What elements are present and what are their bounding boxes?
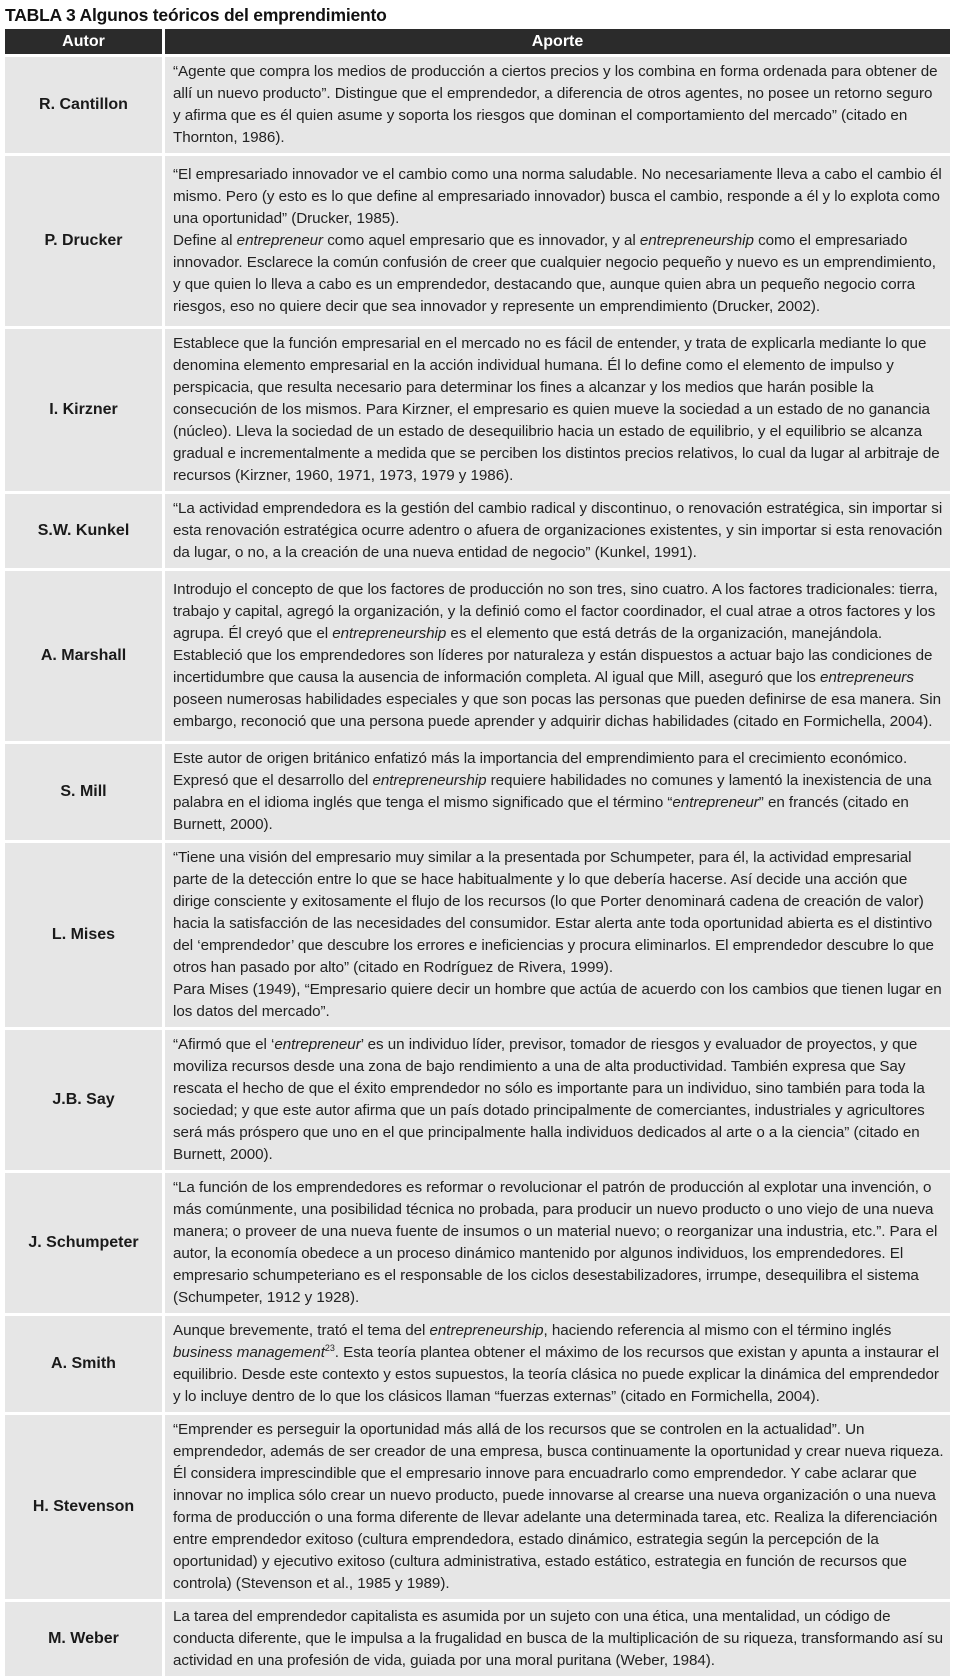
text-segment: “Agente que compra los medios de producción a ciertos precios y los combina en forma ordenada para obtener de allí un nuevo producto”. Distingue que el emprendedor, a diferencia de otros agentes, no posee un retorno seguro y afirma que es él quien asume y soporta los riesgos que dominan el comportamiento del mercado” (citado en Thornton, 1986). <box>173 63 938 146</box>
italic-term: business management <box>173 1344 325 1361</box>
text-segment: La tarea del emprendedor capitalista es asumida por un sujeto con una ética, una mentalidad, un código de conducta diferente, que le impulsa a la frugalidad en busca de la multiplicación de su riqueza, transformando así su actividad en una profesión de vida, guiada por una moral puritana (Weber, 1984). <box>173 1608 944 1669</box>
text-segment: como aquel empresario que es innovador, y al <box>323 232 640 249</box>
contribution-cell <box>165 57 950 153</box>
author-cell: P. Drucker <box>5 156 165 326</box>
text-segment: como el empresariado innovador. Esclarece la común confusión de creer que cualquier negocio pequeño y nuevo es un emprendimiento, y que quien lo lleva a cabo es un emprendedor, destacando que, aunque quien abra un pequeño negocio corra riesgos, eso no quiere decir que sea innovador y represente un emprendimiento (Drucker, 2002). <box>173 232 936 315</box>
contribution-paragraph <box>173 498 944 564</box>
author-cell: R. Cantillon <box>5 57 165 153</box>
table-row <box>5 1173 950 1313</box>
column-header-contribution: Aporte <box>165 29 950 54</box>
text-segment: “Emprender es perseguir la oportunidad más allá de los recursos que se controlen en la actualidad”. Un emprendedor, además de ser creador de una empresa, busca continuamente la oportunidad y crear nueva riqueza. Él considera imprescindible que el empresario innove para encuadrarlo como emprendedor. Y cabe aclarar que innovar no implica sólo crear un nuevo producto, puede innovarse al crearse una nueva organización o una nueva forma de producción o una forma diferente de llevar adelante una determinada tarea, etc. Realiza la diferenciación entre emprendedor exitoso (cultura emprendedora, estado dinámico, estrategia según la percepción de la oportunidad) y ejecutivo exitoso (cultura administrativa, estado estático, estrategia en función de recursos que controla) (Stevenson et al., 1985 y 1989). <box>173 1421 944 1592</box>
table-row <box>5 1415 950 1599</box>
text-segment: poseen numerosas habilidades especiales y que son pocas las personas que pueden definirse de esa manera. Sin embargo, reconoció que una persona puede aprender y adquirir dichas habilidades (citado en Formichella, 2004). <box>173 691 941 730</box>
contribution-paragraph <box>173 1034 944 1166</box>
text-segment: Establece que la función empresarial en el mercado no es fácil de entender, y trata de explicarla mediante lo que denomina elemento empresarial en la acción individual humana. Él lo define como el elemento de impulso y perspicacia, que resulta necesario para determinar los fines a alcanzar y los medios que harán posible la consecución de los mismos. Para Kirzner, el empresario es quien mueve la sociedad a un estado de no ganancia (núcleo). Lleva la sociedad de un estado de desequilibrio hacia un estado de equilibrio, y el equilibrio se alcanza gradual e incrementalmente a medida que se perciben los distintos precios relativos, lo cual da lugar al arbitraje de recursos (Kirzner, 1960, 1971, 1973, 1979 y 1986). <box>173 335 940 484</box>
italic-term: entrepreneur <box>274 1036 361 1053</box>
author-cell: S. Mill <box>5 744 165 840</box>
italic-term: entrepreneurs <box>819 669 914 686</box>
table-row <box>5 57 950 153</box>
text-segment: “El empresariado innovador ve el cambio como una norma saludable. No necesariamente lleva a cabo el cambio él mismo. Pero (y esto es lo que define al empresariado innovador) busca el cambio, responde a él y lo explota como una oportunidad” (Drucker, 1985). <box>173 166 942 227</box>
contribution-cell <box>165 156 950 326</box>
contribution-paragraph <box>173 333 944 487</box>
table-body <box>5 57 950 1676</box>
contribution-paragraph <box>173 1606 944 1672</box>
table-row <box>5 1602 950 1676</box>
contribution-paragraph <box>173 230 944 318</box>
text-segment: . Esta teoría plantea obtener el máximo de los recursos que existan y apunta a instaurar el equilibrio. Desde este contexto y estos supuestos, la teoría clásica no puede explicar la dinámica del emprendedor y lo incluye dentro de lo que los clásicos llaman “fuerzas externas” (citado en Formichella, 2004). <box>173 1344 939 1405</box>
author-cell: H. Stevenson <box>5 1415 165 1599</box>
table-row <box>5 1316 950 1412</box>
table-row <box>5 744 950 840</box>
author-cell: J. Schumpeter <box>5 1173 165 1313</box>
contribution-cell <box>165 744 950 840</box>
table-row <box>5 329 950 491</box>
text-segment: “Afirmó que el ‘ <box>173 1036 275 1053</box>
text-segment: “La función de los emprendedores es reformar o revolucionar el patrón de producción al explotar una invención, o más comúnmente, una posibilidad técnica no probada, para producir un nuevo producto o uno viejo de una nueva manera; o proveer de una nueva fuente de insumos o un material nuevo; o reorganizar una industria, etc.”. Para el autor, la economía obedece a un proceso dinámico mantenido por algunos individuos, los emprendedores. El empresario schumpeteriano es el responsable de los ciclos desestabilizadores, irrumpe, desequilibra el sistema (Schumpeter, 1912 y 1928). <box>173 1179 938 1306</box>
text-segment: es el elemento que está detrás de la organización, manejándola. Estableció que los emprendedores son líderes por naturaleza y están dispuestos a actuar bajo las condiciones de incertidumbre que causa la ausencia de información completa. Al igual que Mill, aseguró que los <box>173 625 933 686</box>
table-row <box>5 494 950 568</box>
text-segment: ’ es un individuo líder, previsor, tomador de riesgos y evaluador de proyectos, y que moviliza recursos desde una zona de bajo rendimiento a una de alta productividad. También expresa que Say rescata el hecho de que el éxito emprendedor no sólo es importante para un individuo, sino también para toda la sociedad; y que este autor afirma que un país dotado principalmente de comerciantes, industriales y agricultores será más próspero que uno en el que principalmente halla individuos dedicados al arte o a la ciencia” (citado en Burnett, 2000). <box>173 1036 925 1163</box>
italic-term: entrepreneurship <box>332 625 447 642</box>
author-cell: L. Mises <box>5 843 165 1027</box>
contribution-paragraph <box>173 579 944 733</box>
contribution-cell <box>165 1316 950 1412</box>
text-segment: “La actividad emprendedora es la gestión del cambio radical y discontinuo, o renovación estratégica, sin importar si esta renovación estratégica ocurre adentro o afuera de organizaciones existentes, y sin importar si esta renovación da lugar, o no, a la creación de una nueva entidad de negocio” (Kunkel, 1991). <box>173 500 943 561</box>
contribution-paragraph <box>173 1320 944 1408</box>
contribution-cell <box>165 1030 950 1170</box>
contribution-paragraph <box>173 748 944 836</box>
italic-term: entrepreneurship <box>429 1322 544 1339</box>
contribution-cell <box>165 571 950 741</box>
table-title: TABLA 3 Algunos teóricos del emprendimiento <box>5 5 387 25</box>
contribution-paragraph <box>173 164 944 230</box>
contribution-cell <box>165 1415 950 1599</box>
contribution-cell <box>165 1602 950 1676</box>
contribution-paragraph <box>173 61 944 149</box>
text-segment: Aunque brevemente, trató el tema del <box>173 1322 430 1339</box>
author-cell: J.B. Say <box>5 1030 165 1170</box>
italic-term: entrepreneur <box>672 794 759 811</box>
footnote-marker: 23 <box>324 1342 335 1353</box>
contribution-cell <box>165 329 950 491</box>
italic-term: entrepreneurship <box>639 232 754 249</box>
table-row <box>5 1030 950 1170</box>
text-segment: ” en francés (citado en Burnett, 2000). <box>173 794 909 833</box>
contribution-cell <box>165 1173 950 1313</box>
author-cell: A. Smith <box>5 1316 165 1412</box>
contribution-paragraph <box>173 1419 944 1595</box>
text-segment: , haciendo referencia al mismo con el término inglés <box>543 1322 892 1339</box>
contribution-paragraph <box>173 847 944 979</box>
author-cell: S.W. Kunkel <box>5 494 165 568</box>
italic-term: entrepreneurship <box>372 772 487 789</box>
contribution-paragraph <box>173 979 944 1023</box>
column-header-author: Autor <box>5 29 165 54</box>
table-row <box>5 843 950 1027</box>
contribution-cell <box>165 843 950 1027</box>
text-segment: Para Mises (1949), “Empresario quiere decir un hombre que actúa de acuerdo con los cambios que tienen lugar en los datos del mercado”. <box>173 981 942 1020</box>
italic-term: entrepreneur <box>236 232 324 249</box>
table-header-row <box>5 29 950 54</box>
author-cell: M. Weber <box>5 1602 165 1676</box>
text-segment: “Tiene una visión del empresario muy similar a la presentada por Schumpeter, para él, la actividad empresarial parte de la detección entre lo que se hace habitualmente y lo que debería hacerse. Así decide una acción que dirige consciente y exitosamente el flujo de los recursos (lo que Porter denominará cadena de creación de valor) hacia la satisfacción de las necesidades del consumidor. Estar alerta ante toda oportunidad abierta es el distintivo del ‘emprendedor’ que descubre los errores e ineficiencias y procura eliminarlos. El emprendedor descubre lo que otros han pasado por alto” (citado en Rodríguez de Rivera, 1999). <box>173 849 934 976</box>
table-row <box>5 571 950 741</box>
table-row <box>5 156 950 326</box>
author-cell: I. Kirzner <box>5 329 165 491</box>
contribution-paragraph <box>173 1177 944 1309</box>
text-segment: Define al <box>173 232 237 249</box>
document-page <box>5 3 950 1679</box>
contribution-cell <box>165 494 950 568</box>
theorists-table <box>5 26 950 1679</box>
text-segment: requiere habilidades no comunes y lamentó la inexistencia de una palabra en el idioma inglés que tenga el mismo significado que el término “ <box>173 772 932 811</box>
text-segment: Este autor de origen británico enfatizó más la importancia del emprendimiento para el crecimiento económico. Expresó que el desarrollo del <box>173 750 908 789</box>
author-cell: A. Marshall <box>5 571 165 741</box>
text-segment: Introdujo el concepto de que los factores de producción no son tres, sino cuatro. A los factores tradicionales: tierra, trabajo y capital, agregó la organización, y la definió como el factor coordinador, el cual atrae a otros factores y los agrupa. Él creyó que el <box>173 581 938 642</box>
